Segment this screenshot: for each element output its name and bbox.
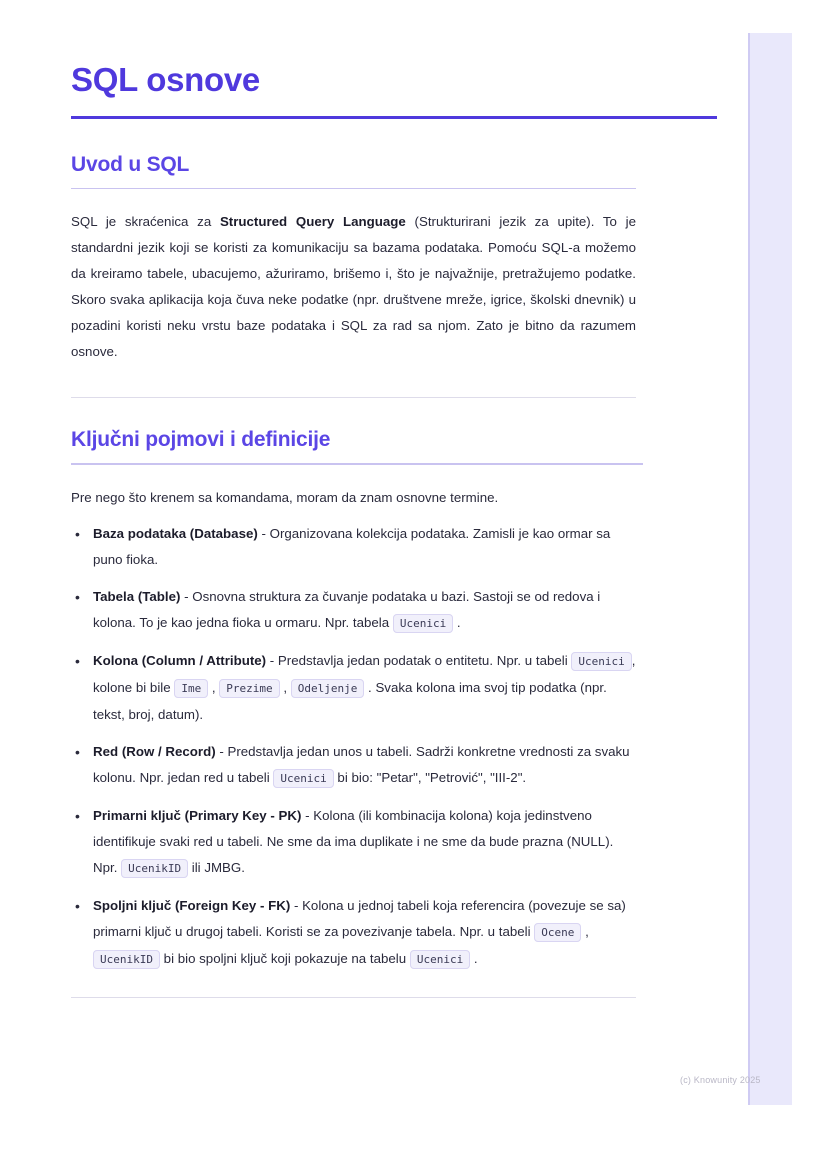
code-token: Prezime xyxy=(219,679,279,698)
code-token: Ucenici xyxy=(393,614,453,633)
term-description: bi bio: "Petar", "Petrović", "III-2". xyxy=(333,769,527,785)
term-description: - Predstavlja jedan unos u tabeli. Sadrži konkretne vrednosti za svaku kolonu. Npr. jedan red u tabeli xyxy=(93,743,630,785)
list-item xyxy=(93,584,636,637)
term-description: . xyxy=(470,950,478,966)
term-description: , xyxy=(581,923,589,939)
title-divider xyxy=(71,116,717,119)
section-heading-uvod: Uvod u SQL xyxy=(71,152,190,176)
term-description: - Kolona u jednoj tabeli koja referencira (povezuje se sa) primarni ključ u drugoj tabeli. Koristi se za povezivanje tabela. Npr. u tabeli xyxy=(93,897,626,939)
term-description: - Predstavlja jedan podatak o entitetu. Npr. u tabeli xyxy=(266,652,572,668)
page-title: SQL osnove xyxy=(71,61,260,98)
list-item xyxy=(93,893,636,973)
list-item xyxy=(93,648,636,728)
term-description: , kolone bi bile xyxy=(93,652,636,695)
content-divider xyxy=(71,397,636,398)
term-description: - Organizovana kolekcija podataka. Zamisli je kao ormar sa puno fioka. xyxy=(93,525,611,567)
term-description: - Kolona (ili kombinacija kolona) koja jedinstveno identifikuje svaki red u tabeli. Ne sme da ima duplikate i ne sme da bude prazna (NULL). Npr. xyxy=(93,807,614,875)
term-name: Primarni ključ (Primary Key - PK) xyxy=(93,807,302,823)
page-side-strip xyxy=(750,33,792,1105)
section-divider-uvod xyxy=(71,188,636,190)
term-description: . Svaka kolona ima svoj tip podatka (npr. tekst, broj, datum). xyxy=(93,679,607,722)
list-item xyxy=(93,739,636,792)
term-name: Tabela (Table) xyxy=(93,588,181,604)
paragraph-text: (Strukturirani jezik za upite). To je standardni jezik koji se koristi za komunikaciju sa bazama podataka. Pomoću SQL-a možemo da kreiramo tabele, ubacujemo, ažuriramo, brišemo i, što je najvažnije, pretražujemo podatke. Skoro svaka aplikacija koja čuva neke podatke (npr. društvene mreže, igrice, školski dnevnik) u pozadini koristi neku vrstu baze podataka i SQL za rad sa njom. Zato je bitno da razumem osnove. xyxy=(71,214,636,360)
terms-list xyxy=(71,521,636,973)
list-item xyxy=(93,521,636,573)
code-token: Odeljenje xyxy=(291,679,365,698)
intro-paragraph xyxy=(71,209,636,365)
term-name: Red (Row / Record) xyxy=(93,743,216,759)
term-name: Baza podataka (Database) xyxy=(93,525,258,541)
paragraph-text: SQL je skraćenica za xyxy=(71,214,220,230)
copyright-footer: (c) Knowunity 2025 xyxy=(680,1075,761,1085)
code-token: UcenikID xyxy=(93,950,160,969)
emphasis-text: Structured Query Language xyxy=(219,214,406,230)
code-token: Ocene xyxy=(534,923,581,942)
term-description: bi bio spoljni ključ koji pokazuje na tabelu xyxy=(159,950,410,966)
section-divider-pojmovi xyxy=(71,463,643,465)
term-description: - Osnovna struktura za čuvanje podataka u bazi. Sastoji se od redova i kolona. To je kao jedna fioka u ormaru. Npr. tabela xyxy=(93,588,601,630)
code-token: Ucenici xyxy=(273,769,333,788)
code-token: Ime xyxy=(174,679,208,698)
footer-divider xyxy=(71,997,636,998)
term-name: Spoljni ključ (Foreign Key - FK) xyxy=(93,897,291,913)
section-heading-pojmovi: Ključni pojmovi i definicije xyxy=(71,428,331,452)
document-content xyxy=(71,60,636,998)
code-token: Ucenici xyxy=(410,950,470,969)
list-item xyxy=(93,803,636,882)
term-name: Kolona (Column / Attribute) xyxy=(93,652,267,668)
code-token: Ucenici xyxy=(571,652,631,671)
term-description: , xyxy=(279,679,291,695)
code-token: UcenikID xyxy=(121,859,188,878)
term-description: , xyxy=(208,679,220,695)
term-description: ili JMBG. xyxy=(188,859,245,875)
terms-intro-text: Pre nego što krenem sa komandama, moram da znam osnovne termine. xyxy=(71,489,499,505)
term-description: . xyxy=(453,614,461,630)
